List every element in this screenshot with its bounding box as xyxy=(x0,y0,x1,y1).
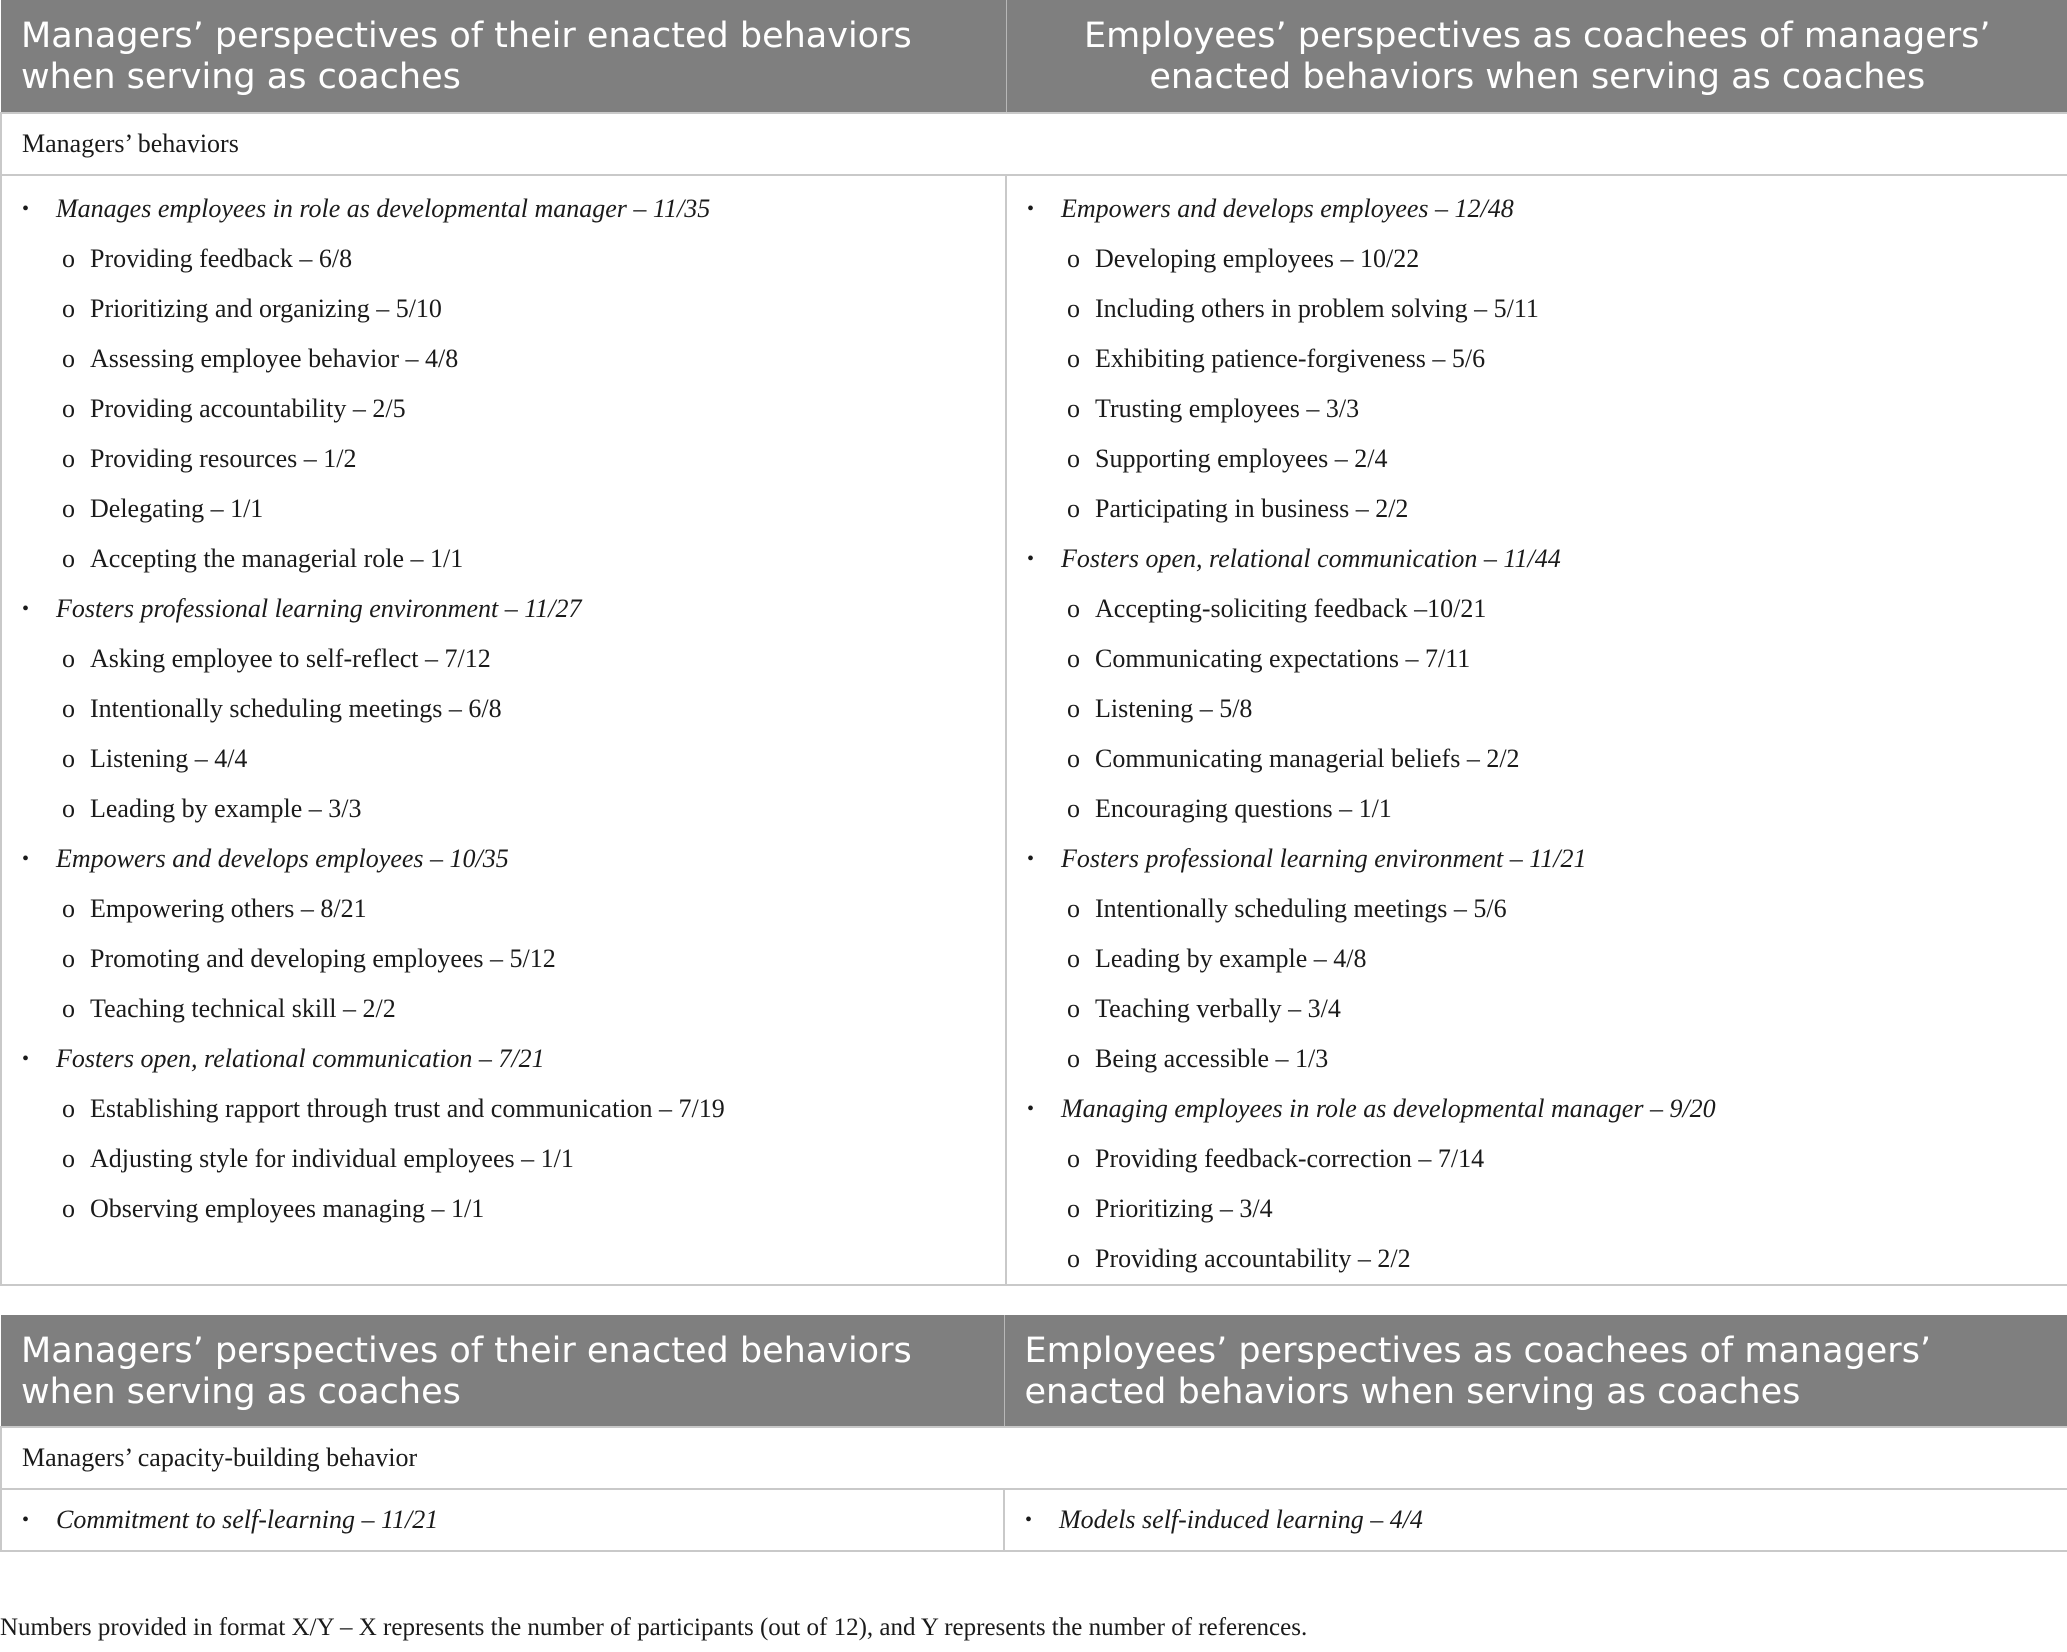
sub-bullet-icon: o xyxy=(62,394,75,423)
col-header-managers: Managers’ perspectives of their enacted behaviors when serving as coaches xyxy=(1,0,1006,113)
sub-bullet-icon: o xyxy=(62,544,75,573)
sub-theme-label: Trusting employees – 3/3 xyxy=(1095,394,1360,423)
sub-theme-label: Assessing employee behavior – 4/8 xyxy=(90,344,459,373)
theme-label: Fosters open, relational communication – 11/44 xyxy=(1061,544,1561,573)
col-header-managers: Managers’ perspectives of their enacted behaviors when serving as coaches xyxy=(1,1315,1004,1427)
sub-bullet-icon: o xyxy=(1067,294,1080,323)
theme-label: Models self-induced learning – 4/4 xyxy=(1059,1505,1423,1534)
bullet-icon: • xyxy=(1027,548,1035,570)
sub-theme-label: Providing feedback – 6/8 xyxy=(90,244,353,273)
theme-item xyxy=(2,834,1005,884)
sub-bullet-icon: o xyxy=(1067,594,1080,623)
sub-theme-item xyxy=(1007,684,2067,734)
bullet-icon: • xyxy=(22,1509,30,1531)
sub-theme-label: Leading by example – 4/8 xyxy=(1095,944,1367,973)
sub-theme-item xyxy=(2,434,1005,484)
sub-theme-label: Establishing rapport through trust and communication – 7/19 xyxy=(90,1094,725,1123)
employees-list xyxy=(1005,1495,2067,1545)
theme-label: Empowers and develops employees – 12/48 xyxy=(1061,194,1514,223)
sub-theme-item xyxy=(2,284,1005,334)
sub-bullet-icon: o xyxy=(1067,1144,1080,1173)
sub-theme-item xyxy=(2,984,1005,1034)
sub-theme-label: Communicating managerial beliefs – 2/2 xyxy=(1095,744,1520,773)
managers-list xyxy=(2,184,1005,1234)
sub-bullet-icon: o xyxy=(62,644,75,673)
table-header-row xyxy=(1,0,2067,113)
sub-bullet-icon: o xyxy=(62,694,75,723)
theme-item xyxy=(2,184,1005,234)
sub-bullet-icon: o xyxy=(62,744,75,773)
sub-bullet-icon: o xyxy=(62,994,75,1023)
bullet-icon: • xyxy=(1027,198,1035,220)
sub-theme-label: Providing accountability – 2/5 xyxy=(90,394,406,423)
sub-theme-label: Intentionally scheduling meetings – 6/8 xyxy=(90,694,502,723)
sub-bullet-icon: o xyxy=(62,1144,75,1173)
sub-bullet-icon: o xyxy=(62,944,75,973)
sub-theme-item xyxy=(1007,584,2067,634)
sub-theme-label: Observing employees managing – 1/1 xyxy=(90,1194,485,1223)
sub-bullet-icon: o xyxy=(1067,644,1080,673)
bullet-icon: • xyxy=(22,198,30,220)
theme-label: Fosters professional learning environment – 11/27 xyxy=(56,594,582,623)
sub-bullet-icon: o xyxy=(1067,994,1080,1023)
table-body-row xyxy=(1,175,2067,1285)
sub-theme-item xyxy=(1007,334,2067,384)
theme-item xyxy=(2,1034,1005,1084)
sub-bullet-icon: o xyxy=(62,494,75,523)
sub-theme-label: Supporting employees – 2/4 xyxy=(1095,444,1388,473)
theme-item xyxy=(2,1495,1003,1545)
table-footnote: Numbers provided in format X/Y – X represents the number of participants (out of 12), and Y represents the number of references. xyxy=(0,1614,1308,1641)
sub-theme-item xyxy=(2,934,1005,984)
sub-bullet-icon: o xyxy=(62,444,75,473)
section-row xyxy=(1,1427,2067,1489)
sub-theme-label: Accepting the managerial role – 1/1 xyxy=(90,544,464,573)
sub-theme-label: Developing employees – 10/22 xyxy=(1095,244,1420,273)
sub-bullet-icon: o xyxy=(1067,1194,1080,1223)
sub-theme-item xyxy=(2,384,1005,434)
sub-theme-item xyxy=(2,884,1005,934)
sub-theme-item xyxy=(2,1134,1005,1184)
sub-theme-item xyxy=(1007,434,2067,484)
sub-theme-item xyxy=(1007,884,2067,934)
sub-theme-item xyxy=(1007,1034,2067,1084)
table-body-row xyxy=(1,1489,2067,1551)
sub-theme-label: Intentionally scheduling meetings – 5/6 xyxy=(1095,894,1507,923)
sub-theme-item xyxy=(1007,284,2067,334)
sub-theme-label: Prioritizing and organizing – 5/10 xyxy=(90,294,442,323)
sub-theme-item xyxy=(1007,384,2067,434)
bullet-icon: • xyxy=(22,598,30,620)
capacity-table xyxy=(0,1315,2067,1552)
sub-theme-label: Leading by example – 3/3 xyxy=(90,794,362,823)
sub-bullet-icon: o xyxy=(62,1194,75,1223)
sub-theme-label: Prioritizing – 3/4 xyxy=(1095,1194,1273,1223)
sub-bullet-icon: o xyxy=(1067,494,1080,523)
sub-theme-item xyxy=(1007,734,2067,784)
sub-bullet-icon: o xyxy=(1067,394,1080,423)
theme-label: Managing employees in role as developmental manager – 9/20 xyxy=(1061,1094,1716,1123)
sub-bullet-icon: o xyxy=(1067,1044,1080,1073)
employees-cell xyxy=(1004,1489,2067,1551)
section-label: Managers’ capacity-building behavior xyxy=(1,1427,2067,1489)
sub-theme-item xyxy=(1007,984,2067,1034)
col-header-employees: Employees’ perspectives as coachees of managers’ enacted behaviors when serving as coaches xyxy=(1006,0,2067,113)
sub-theme-label: Teaching technical skill – 2/2 xyxy=(90,994,396,1023)
managers-list xyxy=(2,1495,1003,1545)
sub-bullet-icon: o xyxy=(1067,1244,1080,1273)
theme-item xyxy=(1005,1495,2067,1545)
theme-item xyxy=(1007,1084,2067,1134)
theme-item xyxy=(1007,534,2067,584)
sub-theme-label: Encouraging questions – 1/1 xyxy=(1095,794,1392,823)
bullet-icon: • xyxy=(1027,848,1035,870)
sub-theme-label: Being accessible – 1/3 xyxy=(1095,1044,1329,1073)
sub-theme-label: Listening – 4/4 xyxy=(90,744,248,773)
sub-theme-label: Including others in problem solving – 5/11 xyxy=(1095,294,1539,323)
sub-theme-item xyxy=(2,534,1005,584)
sub-theme-label: Providing feedback-correction – 7/14 xyxy=(1095,1144,1485,1173)
sub-theme-item xyxy=(2,734,1005,784)
bullet-icon: • xyxy=(1025,1509,1033,1531)
sub-theme-item xyxy=(1007,784,2067,834)
theme-label: Fosters open, relational communication – 7/21 xyxy=(56,1044,545,1073)
sub-bullet-icon: o xyxy=(62,1094,75,1123)
sub-theme-item xyxy=(2,784,1005,834)
sub-theme-label: Communicating expectations – 7/11 xyxy=(1095,644,1471,673)
sub-theme-label: Adjusting style for individual employees – 1/1 xyxy=(90,1144,574,1173)
sub-theme-label: Empowering others – 8/21 xyxy=(90,894,367,923)
sub-theme-item xyxy=(2,484,1005,534)
bullet-icon: • xyxy=(22,848,30,870)
sub-theme-item xyxy=(1007,1134,2067,1184)
theme-item xyxy=(2,584,1005,634)
sub-bullet-icon: o xyxy=(1067,744,1080,773)
sub-theme-item xyxy=(1007,234,2067,284)
section-row xyxy=(1,113,2067,175)
sub-bullet-icon: o xyxy=(62,794,75,823)
theme-label: Manages employees in role as developmental manager – 11/35 xyxy=(56,194,711,223)
section-label: Managers’ behaviors xyxy=(1,113,2067,175)
sub-theme-item xyxy=(1007,634,2067,684)
sub-theme-label: Providing resources – 1/2 xyxy=(90,444,357,473)
sub-bullet-icon: o xyxy=(1067,244,1080,273)
sub-theme-label: Teaching verbally – 3/4 xyxy=(1095,994,1341,1023)
sub-theme-item xyxy=(2,1184,1005,1234)
theme-item xyxy=(1007,184,2067,234)
sub-bullet-icon: o xyxy=(1067,794,1080,823)
sub-theme-item xyxy=(1007,934,2067,984)
sub-theme-item xyxy=(2,684,1005,734)
sub-theme-item xyxy=(1007,484,2067,534)
employees-list xyxy=(1007,184,2067,1284)
sub-bullet-icon: o xyxy=(1067,344,1080,373)
sub-theme-item xyxy=(2,234,1005,284)
sub-theme-label: Providing accountability – 2/2 xyxy=(1095,1244,1411,1273)
sub-theme-label: Accepting-soliciting feedback –10/21 xyxy=(1095,594,1487,623)
sub-bullet-icon: o xyxy=(62,244,75,273)
sub-bullet-icon: o xyxy=(1067,894,1080,923)
sub-bullet-icon: o xyxy=(1067,694,1080,723)
sub-theme-label: Exhibiting patience-forgiveness – 5/6 xyxy=(1095,344,1486,373)
sub-theme-label: Promoting and developing employees – 5/12 xyxy=(90,944,556,973)
theme-item xyxy=(1007,834,2067,884)
managers-cell xyxy=(1,175,1006,1285)
theme-label: Fosters professional learning environment – 11/21 xyxy=(1061,844,1587,873)
theme-label: Commitment to self-learning – 11/21 xyxy=(56,1505,439,1534)
sub-theme-item xyxy=(2,334,1005,384)
sub-bullet-icon: o xyxy=(62,344,75,373)
sub-theme-item xyxy=(2,634,1005,684)
sub-theme-item xyxy=(2,1084,1005,1134)
sub-theme-label: Asking employee to self-reflect – 7/12 xyxy=(90,644,491,673)
sub-bullet-icon: o xyxy=(1067,944,1080,973)
sub-bullet-icon: o xyxy=(1067,444,1080,473)
sub-theme-label: Participating in business – 2/2 xyxy=(1095,494,1409,523)
sub-theme-label: Delegating – 1/1 xyxy=(90,494,264,523)
theme-label: Empowers and develops employees – 10/35 xyxy=(56,844,509,873)
sub-theme-label: Listening – 5/8 xyxy=(1095,694,1253,723)
managers-cell xyxy=(1,1489,1004,1551)
table-header-row xyxy=(1,1315,2067,1427)
employees-cell xyxy=(1006,175,2067,1285)
sub-bullet-icon: o xyxy=(62,294,75,323)
bullet-icon: • xyxy=(22,1048,30,1070)
bullet-icon: • xyxy=(1027,1098,1035,1120)
sub-theme-item xyxy=(1007,1184,2067,1234)
col-header-employees: Employees’ perspectives as coachees of managers’ enacted behaviors when serving as coaches xyxy=(1004,1315,2067,1427)
sub-theme-item xyxy=(1007,1234,2067,1284)
sub-bullet-icon: o xyxy=(62,894,75,923)
